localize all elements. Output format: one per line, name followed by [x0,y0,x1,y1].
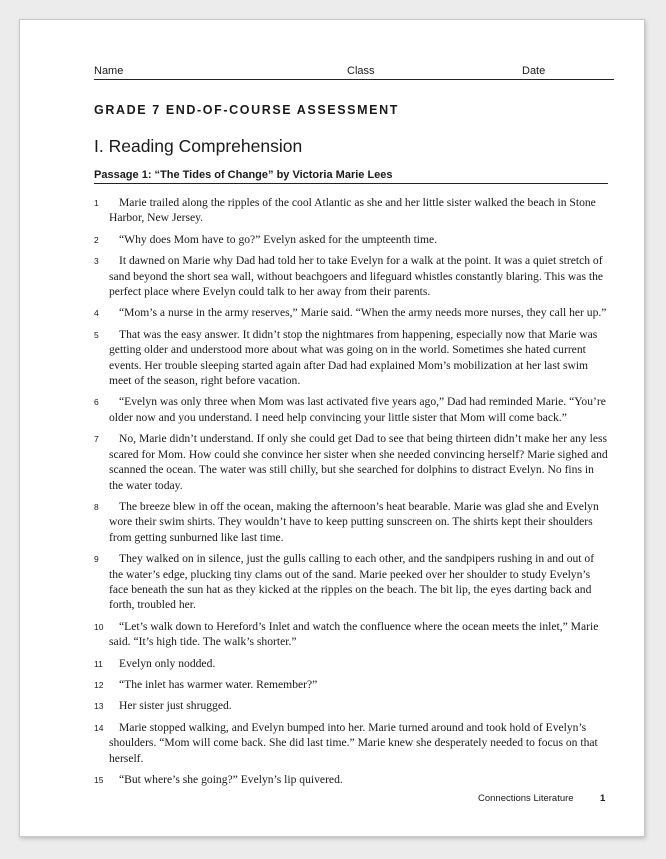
paragraph [94,327,608,389]
paragraph-text: No, Marie didn’t understand. If only she could get Dad to see that being thirteen didn’t make her any less scared for Mom. How could she convince her sister when she needed convincing herself? Marie sighed and scanned the ocean. The water was still chilly, but she searched for dolphins to distract Evelyn. No fins in the water today. [109,432,608,492]
paragraph-text: “Mom’s a nurse in the army reserves,” Marie said. “When the army needs more nurses, they call her up.” [119,306,607,320]
paragraph-text: “The inlet has warmer water. Remember?” [119,677,318,691]
paragraph-number: 3 [94,256,99,267]
paragraph [94,232,608,247]
paragraph-text: “Why does Mom have to go?” Evelyn asked for the umpteenth time. [119,232,438,246]
paragraph-text: “Evelyn was only three when Mom was last activated five years ago,” Dad had reminded Marie. “You’re older now and you understand. I need help convincing your little sister that Mom will come back.” [109,395,606,424]
paragraph-number: 1 [94,198,99,208]
paragraph [94,720,608,766]
paragraph-number: 13 [94,701,104,712]
class-label: Class [347,65,375,77]
paragraph-number: 9 [94,554,99,565]
paragraph-text: “But where’s she going?” Evelyn’s lip quivered. [119,773,343,786]
paragraph-text: Evelyn only nodded. [119,656,216,670]
paragraph-text: It dawned on Marie why Dad had told her to take Evelyn for a walk at the point. It was a quiet stretch of sand beyond the short sea wall, without beachgoers and lifeguard whistles constantly blaring. This was the perfect place where Evelyn could talk to her away from their parents. [109,254,604,299]
paragraph-text: Her sister just shrugged. [119,699,232,713]
paragraph [94,253,608,299]
paragraph-number: 5 [94,329,99,340]
paragraph-number: 7 [94,434,99,445]
paragraph [94,677,608,692]
paragraph [94,305,608,320]
name-class-date-line [94,65,614,80]
paragraph [94,394,608,425]
paragraph-number: 10 [94,621,104,632]
paragraph-number: 11 [94,658,103,669]
paragraph-text: Marie trailed along the ripples of the cool Atlantic as she and her little sister walked the beach in Stone Harbor, New Jersey. [109,196,596,225]
paragraph [94,195,608,226]
paragraph-number: 14 [94,722,104,733]
paragraph-text: The breeze blew in off the ocean, making the afternoon’s heat bearable. Marie was glad she and Evelyn wore their swim shirts. They wouldn’t have to keep putting sunscreen on. The shirts kept their shoulders from getting sunburned like last time. [109,499,599,544]
paragraph [94,499,608,545]
paragraph-number: 8 [94,501,99,512]
page-number: 1 [600,793,606,804]
passage-title: Passage 1: “The Tides of Change” by Victoria Marie Lees [94,169,608,184]
assessment-title: GRADE 7 END-OF-COURSE ASSESSMENT [94,103,399,117]
footer-title: Connections Literature [478,793,574,804]
paragraph-text: “Let’s walk down to Hereford’s Inlet and watch the confluence where the ocean meets the inlet,” Marie said. “It’s high tide. The walk’s shorter.” [109,619,599,649]
paragraph [94,551,608,613]
paragraph-text: That was the easy answer. It didn’t stop the nightmares from happening, especially now that Marie was getting older and understood more about what was going on in the world. Sometimes she hated current events. Her trouble sleeping started again after Dad had explained Mom’s mobilization at her last swim meet of the season, right before vacation. [109,327,598,388]
document-page [19,19,645,837]
date-label: Date [522,65,546,77]
paragraph [94,656,608,671]
paragraph-number: 4 [94,308,99,319]
paragraph-number: 2 [94,234,99,245]
name-label: Name [94,65,124,77]
section-title: I. Reading Comprehension [94,136,303,156]
paragraph-text: They walked on in silence, just the gulls calling to each other, and the sandpipers rushing in and out of the water’s edge, plucking tiny clams out of the sand. Marie peeked over her shoulder to study Evelyn’s face beneath the sun hat as they kicked at the ripples on the beach. The bit lip, the eyes darting back and forth, troubled her. [109,552,595,612]
passage-body [94,195,608,793]
paragraph-number: 12 [94,679,104,690]
paragraph-text: Marie stopped walking, and Evelyn bumped into her. Marie turned around and took hold of Evelyn’s shoulders. “Mom will come back. She did last time.” Marie knew she desperately needed to focus on that herself. [109,720,598,765]
paragraph-number: 6 [94,397,99,408]
paragraph [94,619,608,650]
paragraph-number: 15 [94,775,104,785]
paragraph [94,772,608,787]
paragraph [94,431,608,493]
paragraph [94,698,608,713]
